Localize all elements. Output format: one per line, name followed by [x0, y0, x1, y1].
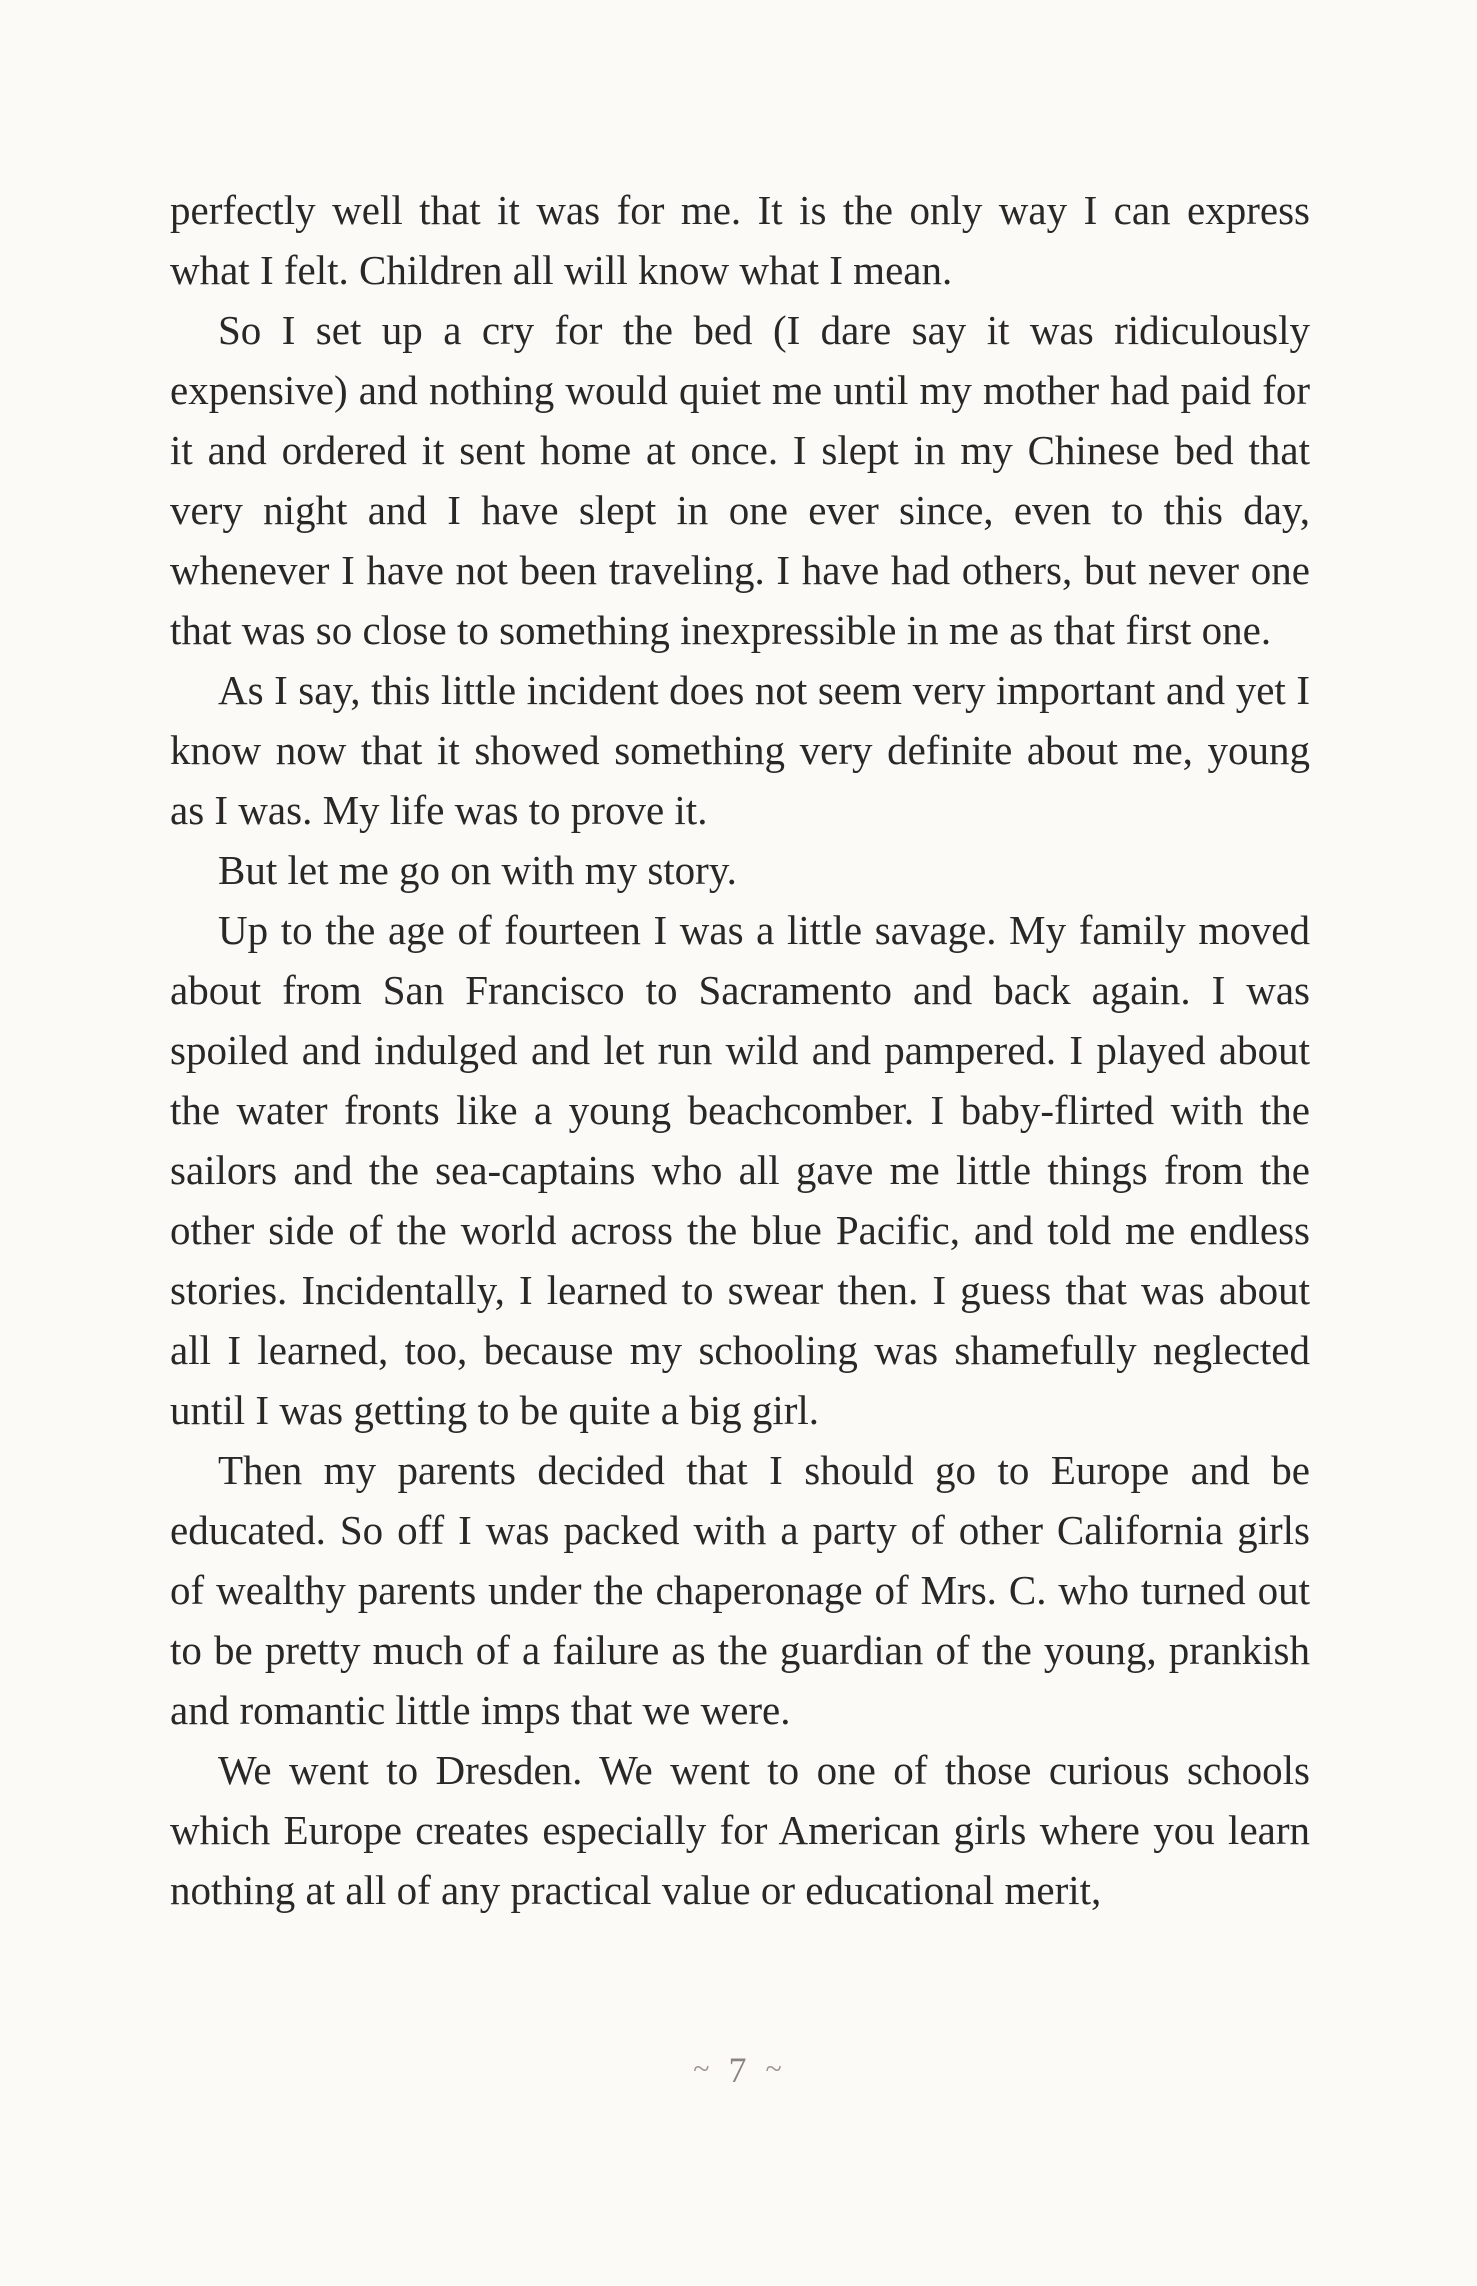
right-ornament: ~	[765, 2052, 784, 2086]
paragraph-4: But let me go on with my story.	[218, 847, 737, 893]
paragraph-3: As I say, this little incident does not seem very important and yet I know now that it showed something very definite about me, young as I was. My life was to prove it.	[170, 667, 1310, 833]
page-number-value: 7	[728, 2049, 749, 2090]
paragraph-5: Up to the age of fourteen I was a little savage. My family moved about from San Francisco to Sacramento and back again. I was spoiled and indulged and let run wild and pampered. I played about the water fronts like a young beachcomber. I baby-flirted with the sailors and the sea-captains who all gave me little things from the other side of the world across the blue Pacific, and told me endless stories. Incidentally, I learned to swear then. I guess that was about all I learned, too, because my schooling was shamefully neglected until I was getting to be quite a big girl.	[170, 907, 1310, 1433]
page-number	[0, 2045, 1477, 2091]
paragraph-1: perfectly well that it was for me. It is the only way I can express what I felt. Children all will know what I mean.	[170, 187, 1310, 293]
paragraph-6: Then my parents decided that I should go to Europe and be educated. So off I was packed with a party of other California girls of wealthy parents under the chaperonage of Mrs. C. who turned out to be pretty much of a failure as the guardian of the young, prankish and romantic little imps that we were.	[170, 1447, 1310, 1733]
paragraph-2: So I set up a cry for the bed (I dare say it was ridiculously expensive) and nothing would quiet me until my mother had paid for it and ordered it sent home at once. I slept in my Chinese bed that very night and I have slept in one ever since, even to this day, whenever I have not been traveling. I have had others, but never one that was so close to something inexpressible in me as that first one.	[170, 307, 1310, 653]
body-text	[170, 180, 1310, 1920]
paragraph-7: We went to Dresden. We went to one of those curious schools which Europe creates especially for American girls where you learn nothing at all of any practical value or educational merit,	[170, 1747, 1310, 1913]
left-ornament: ~	[693, 2052, 712, 2086]
